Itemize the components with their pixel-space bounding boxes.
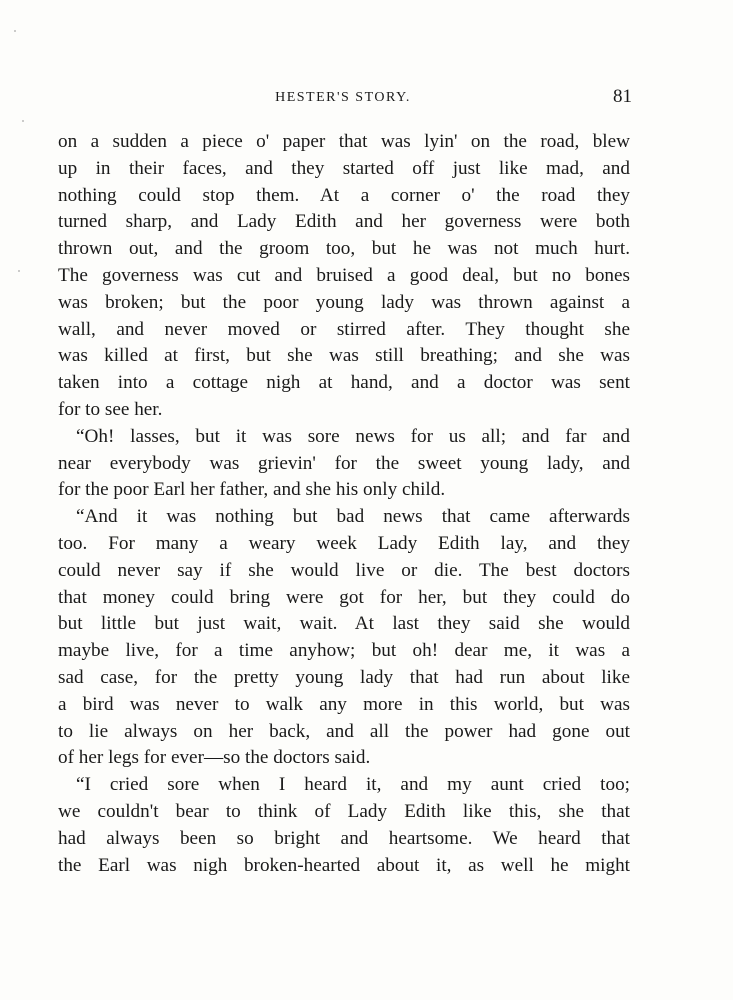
text-line: nothing could stop them. At a corner o' the road they: [58, 184, 630, 206]
text-line: to lie always on her back, and all the power had gone out: [58, 720, 630, 742]
text-line: too. For many a weary week Lady Edith lay, and they: [58, 532, 630, 554]
page-header: [58, 86, 632, 110]
text-line: “Oh! lasses, but it was sore news for us all; and far and: [76, 425, 630, 447]
text-line: was killed at first, but she was still breathing; and she was: [58, 345, 630, 367]
text-line: but little but just wait, wait. At last they said she would: [58, 613, 630, 635]
paper-speck: [18, 270, 20, 272]
text-line: the Earl was nigh broken-hearted about it, as well he might: [58, 854, 630, 876]
text-line: maybe live, for a time anyhow; but oh! dear me, it was a: [58, 640, 630, 662]
text-line: of her legs for ever—so the doctors said.: [58, 747, 371, 769]
text-line: for the poor Earl her father, and she his only child.: [58, 479, 446, 501]
text-line: we couldn't bear to think of Lady Edith like this, she that: [58, 800, 630, 822]
text-line: turned sharp, and Lady Edith and her governess were both: [58, 211, 630, 233]
page-number: 81: [613, 86, 632, 107]
text-line: “And it was nothing but bad news that came afterwards: [76, 506, 630, 528]
text-line: up in their faces, and they started off just like mad, and: [58, 157, 630, 179]
text-line: that money could bring were got for her, but they could do: [58, 586, 630, 608]
body-text: [58, 129, 630, 879]
text-line: taken into a cottage nigh at hand, and a doctor was sent: [58, 372, 630, 394]
paper-speck: [14, 30, 16, 32]
running-head: HESTER'S STORY.: [275, 90, 411, 105]
text-line: thrown out, and the groom too, but he was not much hurt.: [58, 238, 630, 260]
text-line: wall, and never moved or stirred after. They thought she: [58, 318, 630, 340]
text-line: a bird was never to walk any more in this world, but was: [58, 693, 630, 715]
text-line: could never say if she would live or die. The best doctors: [58, 559, 630, 581]
text-line: The governess was cut and bruised a good deal, but no bones: [58, 264, 630, 286]
text-line: sad case, for the pretty young lady that had run about like: [58, 666, 630, 688]
text-line: on a sudden a piece o' paper that was lyin' on the road, blew: [58, 131, 630, 152]
paper-speck: [22, 120, 24, 122]
text-line: for to see her.: [58, 398, 163, 420]
text-line: was broken; but the poor young lady was thrown against a: [58, 291, 630, 313]
text-line: near everybody was grievin' for the sweet young lady, and: [58, 452, 630, 474]
text-line: had always been so bright and heartsome. We heard that: [58, 827, 630, 849]
text-line: “I cried sore when I heard it, and my aunt cried too;: [76, 774, 630, 796]
